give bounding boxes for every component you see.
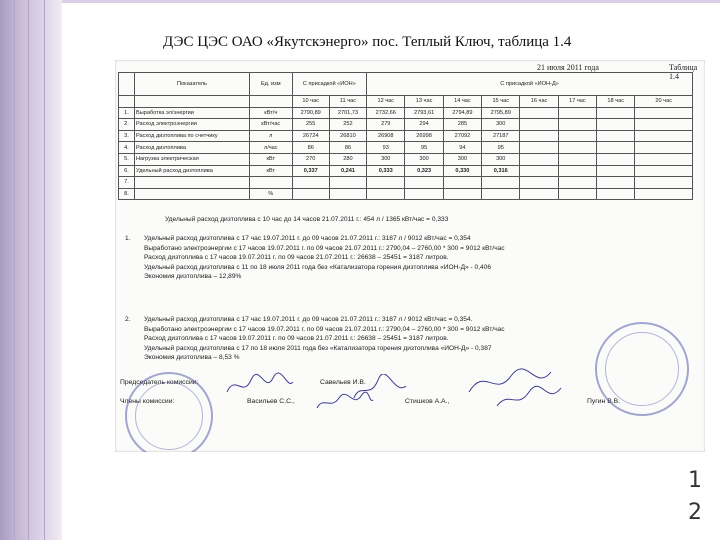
table-hours-row bbox=[119, 96, 693, 108]
note-line: Удельный расход дизтоплива с 17 час 19.07.2011 г. до 09 часов 21.07.2011 г.: 3187 л / 9012 кВт/час = 0,354 bbox=[144, 235, 471, 242]
note-line: Расход дизтоплива с 17 часов 19.07.2011 г. по 09 часов 21.07.2011 г.: 26638 – 25451 = 3187 литров. bbox=[144, 254, 449, 262]
row-number: 5. bbox=[119, 153, 135, 165]
table-cell bbox=[367, 188, 405, 200]
table-cell: 95 bbox=[482, 142, 520, 154]
table-cell: 300 bbox=[405, 153, 443, 165]
row-unit: кВт bbox=[249, 165, 292, 177]
table-row bbox=[119, 130, 693, 142]
table-cell: 280 bbox=[329, 153, 366, 165]
table-cell bbox=[482, 177, 520, 189]
chairman-label: Председатель комиссии: bbox=[120, 379, 199, 386]
row-number: 1. bbox=[119, 107, 135, 119]
note-line: Экономия дизтоплива – 12,89% bbox=[144, 273, 242, 281]
table-row bbox=[119, 107, 693, 119]
table-label: Таблица 1.4 bbox=[669, 63, 698, 81]
table-cell bbox=[558, 188, 596, 200]
hour-header: 16 час bbox=[520, 96, 558, 108]
hour-header: 15 час bbox=[482, 96, 520, 108]
table-cell: 0,241 bbox=[329, 165, 366, 177]
table-cell: 255 bbox=[292, 119, 329, 131]
table-cell: 26998 bbox=[405, 130, 443, 142]
table-cell bbox=[558, 130, 596, 142]
signature-scribble-3 bbox=[350, 374, 410, 404]
table-cell: 27092 bbox=[443, 130, 481, 142]
table-cell: 0,337 bbox=[292, 165, 329, 177]
table-cell bbox=[520, 165, 558, 177]
row-unit: % bbox=[249, 188, 292, 200]
table-cell bbox=[635, 188, 693, 200]
row-unit bbox=[249, 177, 292, 189]
table-cell bbox=[558, 142, 596, 154]
table-cell bbox=[520, 153, 558, 165]
row-number: 4. bbox=[119, 142, 135, 154]
table-cell bbox=[635, 130, 693, 142]
note-line: Расход дизтоплива с 17 часов 19.07.2011 г. по 09 часов 21.07.2011 г.: 26638 – 25451 = 3187 литров. bbox=[144, 335, 449, 343]
table-cell bbox=[405, 177, 443, 189]
note-line: Экономия дизтоплива – 8,53 % bbox=[144, 354, 240, 362]
round-seal-right bbox=[595, 322, 689, 416]
table-cell: 300 bbox=[482, 153, 520, 165]
table-cell bbox=[443, 188, 481, 200]
table-cell bbox=[405, 188, 443, 200]
table-cell: 95 bbox=[405, 142, 443, 154]
table-cell: 27187 bbox=[482, 130, 520, 142]
scanned-document: 21 июля 2011 года Таблица 1.4 Показатель Ед. изм С присадкой «ИОН» С присадкой «ИОН-Д» 10 час 11 час 12 час 13 час 14 час 15 час 16 час 17 час 18 час 20 час 1. Выработка эл/энергии кВт/ч 2790,89 2701,73 2732,66 2793,61 2794,89 2795,89 2. Расход электроэнергии кВт/час 255 252 279 294 285 300 3. Расход дизтоплива по счетчику л 26724 26810 26908 26998 27092 27187 4. Расход дизтоплива л/час 86 86 93 95 94 95 5. Нагрузка электрическая кВт 270 280 300 300 300 300 6. Удельный расход дизтоплива кВт 0,337 0,241 0,333 0,323 0,330 0,316 7. 8. % Удельный расход дизтоплива с 10 час до 14 часов 21.07.2011 г.: 454 л / 1365 кВт/час = 0,333 1. Удельный расход дизтоплива с 17 час 19.07.2011 г. до 09 часов 21.07.2011 г.: 3187 л / 9012 кВт/час = 0,354 Выработано электроэнергии с 17 часов 19.07.2011 г. по 09 часов 21.07.2011 г.: 2790,04 – 2760,00 * 300 = 9012 кВт/час Расход дизтоплива с 17 часов 19.07.2011 г. по 09 часов 21.07.2011 г.: 26638 – 25451 = 3187 литров. Удельный расход дизтоплива с 11 по 18 июля 2011 года без «Катализатора горения дизтоплива «ИОН-Д» - 0,406 Экономия дизтоплива – 12,89% 2. Удельный расход дизтоплива с 17 час 19.07.2011 г. до 09 часов 21.07.2011 г.: 3187 л / 9012 кВт/час = 0,354. Выработано электроэнергии с 17 часов 19.07.2011 г. по 09 часов 21.07.2011 г.: 2790,04 – 2760,00 * 300 = 9012 кВт/час Расход дизтоплива с 17 часов 19.07.2011 г. по 09 часов 21.07.2011 г.: 26638 – 25451 = 3187 литров. Удельный расход дизтоплива с 17 по 18 июля 2011 года без «Катализатора горения дизтоплива «ИОН-Д» - 0,387 Экономия дизтоплива – 8,53 % Председатель комиссии: Савельев И.В. Члены комиссии: Васильев С.С., Стишков А.А., Пугин В.В. bbox=[115, 60, 705, 452]
table-cell bbox=[635, 142, 693, 154]
page-number-top: 1 bbox=[688, 468, 702, 493]
table-cell bbox=[367, 177, 405, 189]
row-number: 2. bbox=[119, 119, 135, 131]
header-cell: С присадкой «ИОН» bbox=[292, 73, 367, 96]
table-cell bbox=[597, 107, 635, 119]
table-cell: 0,333 bbox=[367, 165, 405, 177]
data-table bbox=[118, 72, 693, 200]
slide-title: ДЭС ЦЭС ОАО «Якутскэнерго» пос. Теплый Ключ, таблица 1.4 bbox=[163, 34, 572, 50]
note-line: Выработано электроэнергии с 17 часов 19.07.2011 г. по 09 часов 21.07.2011 г.: 2790,04 – 2760,00 * 300 = 9012 кВт/час bbox=[144, 325, 505, 333]
table-cell: 94 bbox=[443, 142, 481, 154]
hour-header: 13 час bbox=[405, 96, 443, 108]
table-cell bbox=[558, 153, 596, 165]
table-cell: 252 bbox=[329, 119, 366, 131]
table-cell: 26724 bbox=[292, 130, 329, 142]
table-row bbox=[119, 153, 693, 165]
table-cell bbox=[558, 107, 596, 119]
row-name bbox=[134, 188, 249, 200]
hour-header: 17 час bbox=[558, 96, 596, 108]
table-cell bbox=[520, 142, 558, 154]
table-cell bbox=[597, 188, 635, 200]
table-cell bbox=[597, 165, 635, 177]
table-cell bbox=[597, 177, 635, 189]
row-name: Выработка эл/энергии bbox=[134, 107, 249, 119]
table-cell bbox=[635, 119, 693, 131]
table-cell: 2794,89 bbox=[443, 107, 481, 119]
note-item-2: 2. Удельный расход дизтоплива с 17 час 19.07.2011 г. до 09 часов 21.07.2011 г.: 3187 л / 9012 кВт/час = 0,354. Выработано электроэнергии с 17 часов 19.07.2011 г. по 09 часов 21.07.2011 г.: 2790,04 – 2760,00 * 300 = 9012 кВт/час Расход дизтоплива с 17 часов 19.07.2011 г. по 09 часов 21.07.2011 г.: 26638 – 25451 = 3187 литров. Удельный расход дизтоплива с 17 по 18 июля 2011 года без «Катализатора горения дизтоплива «ИОН-Д» - 0,387 Экономия дизтоплива – 8,53 % bbox=[125, 316, 505, 362]
table-cell: 294 bbox=[405, 119, 443, 131]
table-cell: 2790,89 bbox=[292, 107, 329, 119]
top-rule bbox=[62, 0, 720, 3]
header-cell: Ед. изм bbox=[249, 73, 292, 96]
table-row bbox=[119, 165, 693, 177]
table-cell: 0,330 bbox=[443, 165, 481, 177]
row-name: Расход дизтоплива bbox=[134, 142, 249, 154]
table-cell: 270 bbox=[292, 153, 329, 165]
table-cell: 300 bbox=[367, 153, 405, 165]
table-cell: 2701,73 bbox=[329, 107, 366, 119]
table-cell bbox=[635, 153, 693, 165]
table-cell bbox=[292, 188, 329, 200]
note-line: Выработано электроэнергии с 17 часов 19.07.2011 г. по 09 часов 21.07.2011 г.: 2790,04 – 2760,00 * 300 = 9012 кВт/час bbox=[144, 244, 505, 252]
table-cell bbox=[597, 153, 635, 165]
table-header-row bbox=[119, 73, 693, 96]
round-seal-left bbox=[125, 372, 213, 452]
page-number-bottom: 2 bbox=[688, 500, 702, 525]
table-cell bbox=[482, 188, 520, 200]
table-cell: 86 bbox=[329, 142, 366, 154]
table-cell bbox=[520, 130, 558, 142]
row-number: 3. bbox=[119, 130, 135, 142]
table-cell bbox=[635, 165, 693, 177]
hour-header: 11 час bbox=[329, 96, 366, 108]
table-cell bbox=[520, 119, 558, 131]
table-cell bbox=[558, 177, 596, 189]
table-cell bbox=[292, 177, 329, 189]
table-row bbox=[119, 188, 693, 200]
member-1: Васильев С.С., bbox=[247, 398, 295, 405]
table-row bbox=[119, 119, 693, 131]
table-cell bbox=[597, 130, 635, 142]
table-cell bbox=[597, 119, 635, 131]
table-cell: 2793,61 bbox=[405, 107, 443, 119]
decorative-side-band bbox=[0, 0, 62, 540]
row-unit: л/час bbox=[249, 142, 292, 154]
table-cell: 93 bbox=[367, 142, 405, 154]
signature-scribble-5 bbox=[465, 362, 555, 402]
table-cell bbox=[558, 165, 596, 177]
table-cell bbox=[329, 177, 366, 189]
row-name: Нагрузка электрическая bbox=[134, 153, 249, 165]
row-name: Расход дизтоплива по счетчику bbox=[134, 130, 249, 142]
table-cell: 0,323 bbox=[405, 165, 443, 177]
table-cell bbox=[597, 142, 635, 154]
row-name: Расход электроэнергии bbox=[134, 119, 249, 131]
header-cell: С присадкой «ИОН-Д» bbox=[367, 73, 693, 96]
row-name: Удельный расход дизтоплива bbox=[134, 165, 249, 177]
table-cell bbox=[520, 177, 558, 189]
note-line: Удельный расход дизтоплива с 17 по 18 июля 2011 года без «Катализатора горения дизтоплива «ИОН-Д» - 0,387 bbox=[144, 344, 492, 352]
table-cell bbox=[558, 119, 596, 131]
table-row bbox=[119, 177, 693, 189]
row-unit: кВт bbox=[249, 153, 292, 165]
table-cell: 26810 bbox=[329, 130, 366, 142]
document-date: 21 июля 2011 года bbox=[537, 63, 599, 72]
hour-header: 10 час bbox=[292, 96, 329, 108]
table-cell: 285 bbox=[443, 119, 481, 131]
header-cell bbox=[119, 73, 135, 96]
row-number: 6. bbox=[119, 165, 135, 177]
member-3: Пугин В.В. bbox=[587, 398, 621, 405]
hour-header: 14 час bbox=[443, 96, 481, 108]
note-line: Удельный расход дизтоплива с 17 час 19.07.2011 г. до 09 часов 21.07.2011 г.: 3187 л / 9012 кВт/час = 0,354. bbox=[144, 316, 473, 323]
table-cell bbox=[443, 177, 481, 189]
table-row bbox=[119, 142, 693, 154]
table-cell: 2795,89 bbox=[482, 107, 520, 119]
signature-scribble-1 bbox=[225, 370, 295, 400]
table-cell bbox=[520, 188, 558, 200]
row-unit: кВт/ч bbox=[249, 107, 292, 119]
row-number: 8. bbox=[119, 188, 135, 200]
table-cell bbox=[520, 107, 558, 119]
chairman-name: Савельев И.В. bbox=[320, 379, 366, 386]
hour-header: 12 час bbox=[367, 96, 405, 108]
members-label: Члены комиссии: bbox=[120, 398, 175, 405]
table-cell bbox=[635, 177, 693, 189]
table-cell: 2732,66 bbox=[367, 107, 405, 119]
row-unit: кВт/час bbox=[249, 119, 292, 131]
table-cell: 0,316 bbox=[482, 165, 520, 177]
table-cell: 300 bbox=[443, 153, 481, 165]
row-unit: л bbox=[249, 130, 292, 142]
member-2: Стишков А.А., bbox=[405, 398, 450, 405]
header-cell: Показатель bbox=[134, 73, 249, 96]
table-cell bbox=[329, 188, 366, 200]
table-cell: 300 bbox=[482, 119, 520, 131]
table-cell bbox=[635, 107, 693, 119]
note-item-1: 1. Удельный расход дизтоплива с 17 час 19.07.2011 г. до 09 часов 21.07.2011 г.: 3187 л / 9012 кВт/час = 0,354 Выработано электроэнергии с 17 часов 19.07.2011 г. по 09 часов 21.07.2011 г.: 2790,04 – 2760,00 * 300 = 9012 кВт/час Расход дизтоплива с 17 часов 19.07.2011 г. по 09 часов 21.07.2011 г.: 26638 – 25451 = 3187 литров. Удельный расход дизтоплива с 11 по 18 июля 2011 года без «Катализатора горения дизтоплива «ИОН-Д» - 0,406 Экономия дизтоплива – 12,89% bbox=[125, 235, 505, 281]
row-name bbox=[134, 177, 249, 189]
hour-header: 18 час bbox=[597, 96, 635, 108]
table-cell: 26908 bbox=[367, 130, 405, 142]
hour-header: 20 час bbox=[635, 96, 693, 108]
table-cell: 279 bbox=[367, 119, 405, 131]
row-number: 7. bbox=[119, 177, 135, 189]
note-line: Удельный расход дизтоплива с 11 по 18 июля 2011 года без «Катализатора горения дизтоплива «ИОН-Д» - 0,406 bbox=[144, 263, 492, 271]
table-cell: 86 bbox=[292, 142, 329, 154]
